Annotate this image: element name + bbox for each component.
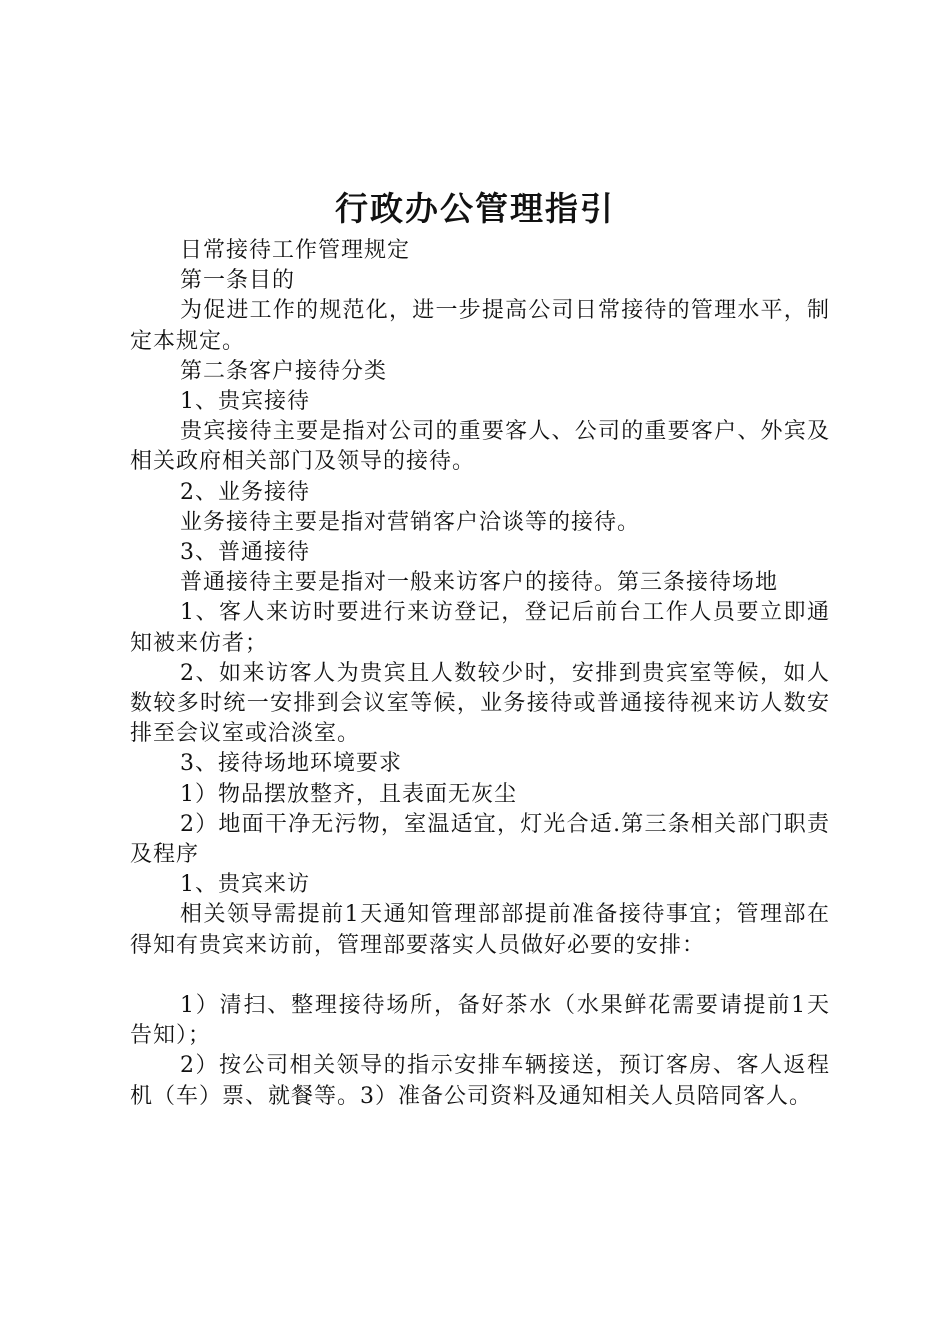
- paragraph: 2、如来访客人为贵宾且人数较少时，安排到贵宾室等候，如人数较多时统一安排到会议室等候，业务接待或普通接待视来访人数安排至会议室或洽淡室。: [130, 660, 830, 747]
- paragraph: 普通接待主要是指对一般来访客户的接待。第三条接待场地: [180, 570, 779, 596]
- document-body: [130, 236, 830, 1112]
- paragraph: 业务接待主要是指对营销客户洽谈等的接待。: [180, 509, 641, 535]
- paragraph-item: 1、贵宾接待: [180, 389, 310, 415]
- paragraph-article-1: 第一条目的: [180, 268, 296, 294]
- paragraph: 1、客人来访时要进行来访登记，登记后前台工作人员要立即通知被来仿者；: [130, 600, 830, 656]
- paragraph: 相关领导需提前1天通知管理部部提前准备接待事宜；管理部在得知有贵宾来访前，管理部要落实人员做好必要的安排：: [130, 902, 830, 958]
- paragraph: 贵宾接待主要是指对公司的重要客人、公司的重要客户、外宾及相关政府相关部门及领导的接待。: [130, 419, 830, 475]
- paragraph: 2）按公司相关领导的指示安排车辆接送，预订客房、客人返程机（车）票、就餐等。3）准备公司资料及通知相关人员陪同客人。: [130, 1053, 830, 1109]
- paragraph-item: 1、贵宾来访: [180, 872, 310, 898]
- document-title: 行政办公管理指引: [335, 189, 615, 228]
- paragraph: 1）物品摆放整齐，且表面无灰尘: [180, 781, 517, 807]
- paragraph: 为促进工作的规范化，进一步提高公司日常接待的管理水平，制定本规定。: [130, 298, 830, 354]
- paragraph-article-2: 第二条客户接待分类: [180, 358, 388, 384]
- paragraph-heading: 日常接待工作管理规定: [180, 238, 411, 263]
- paragraph-item: 2、业务接待: [180, 479, 310, 505]
- paragraph-item: 3、接待场地环境要求: [180, 751, 402, 777]
- blank-line: [130, 961, 830, 991]
- paragraph: 2）地面干净无污物，室温适宜，灯光合适.第三条相关部门职责及程序: [130, 811, 830, 868]
- paragraph: 1）清扫、整理接待场所，备好茶水（水果鲜花需要请提前1天告知）；: [130, 993, 830, 1049]
- paragraph-item: 3、普通接待: [180, 540, 310, 566]
